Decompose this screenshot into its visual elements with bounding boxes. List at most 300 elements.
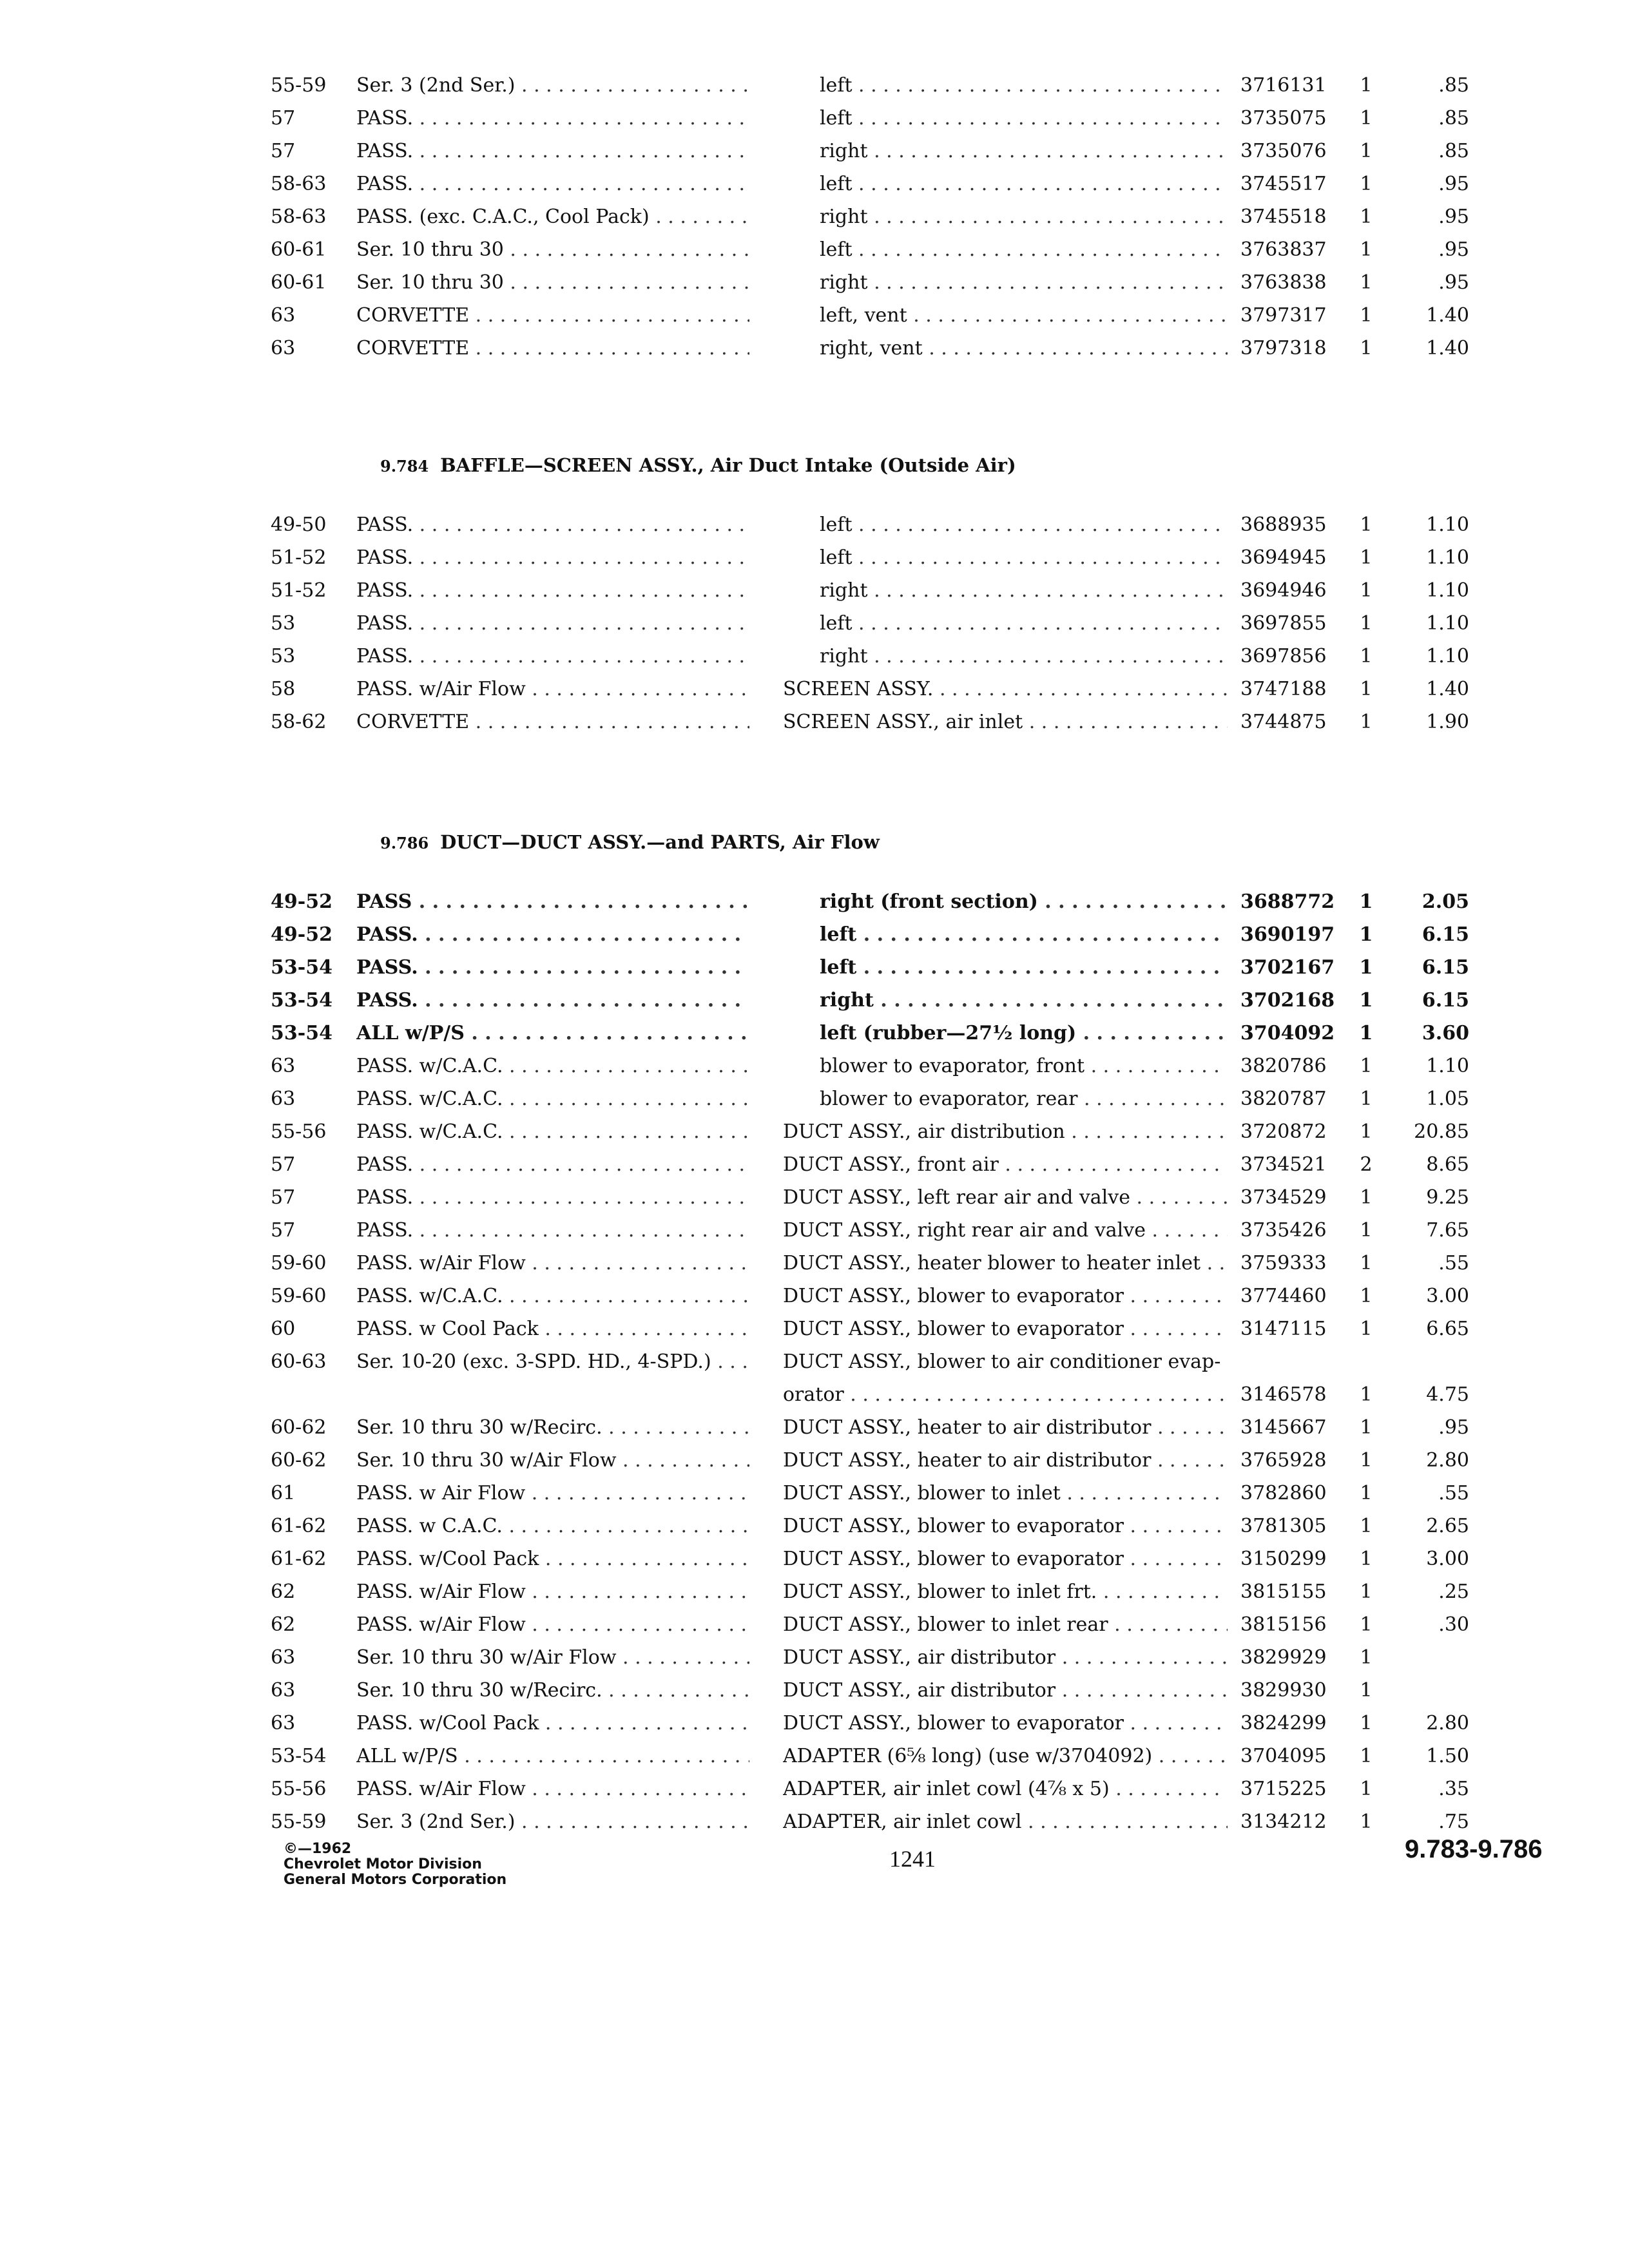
part-number-cell: 3774460 <box>1240 1285 1327 1307</box>
section-number: 9.786 <box>380 834 429 852</box>
quantity-cell: 1 <box>1359 956 1373 979</box>
model-cell: PASS. w/Cool Pack . . . <box>356 1707 749 1740</box>
description-cell: right (front section) . . . <box>820 886 1228 918</box>
year-cell: 57 <box>271 140 296 162</box>
model-cell: PASS. . . . <box>356 608 749 640</box>
quantity-cell: 1 <box>1360 206 1373 228</box>
part-number-cell: 3824299 <box>1240 1712 1327 1735</box>
description-cell: left, vent . . . <box>820 300 1228 332</box>
model-cell: PASS. . . . <box>356 168 749 200</box>
price-cell: 3.00 <box>1426 1548 1469 1570</box>
description-cell: DUCT ASSY., heater to air distributor . . . <box>783 1412 1228 1444</box>
quantity-cell: 1 <box>1360 1482 1373 1504</box>
price-cell: 8.65 <box>1426 1153 1469 1176</box>
quantity-cell: 1 <box>1360 579 1373 602</box>
division-text: Chevrolet Motor Division <box>284 1856 482 1872</box>
year-cell: 61-62 <box>271 1548 327 1570</box>
description-cell: left . . . <box>820 102 1228 135</box>
part-number-cell: 3694946 <box>1240 579 1327 602</box>
parts-row <box>0 1576 1629 1608</box>
parts-row <box>0 575 1629 607</box>
part-number-cell: 3744875 <box>1240 711 1327 733</box>
description-cell: ADAPTER, air inlet cowl (4⅞ x 5) . . . <box>783 1773 1228 1805</box>
quantity-cell: 1 <box>1360 304 1373 327</box>
parts-row <box>0 886 1629 918</box>
price-cell: 7.65 <box>1426 1219 1469 1242</box>
model-cell: PASS. . . . <box>356 1215 749 1247</box>
description-cell: blower to evaporator, front . . . <box>820 1050 1228 1082</box>
quantity-cell: 1 <box>1359 890 1373 913</box>
part-number-cell: 3716131 <box>1240 74 1327 97</box>
parts-row <box>0 1379 1629 1411</box>
description-cell: DUCT ASSY., blower to inlet . . . <box>783 1477 1228 1510</box>
quantity-cell: 1 <box>1360 612 1373 635</box>
price-cell: .35 <box>1438 1778 1469 1800</box>
price-cell: 1.10 <box>1426 1055 1469 1077</box>
model-cell: Ser. 10 thru 30 . . . <box>356 234 749 266</box>
description-cell: DUCT ASSY., left rear air and valve . . . <box>783 1182 1228 1214</box>
year-cell: 60-61 <box>271 238 327 261</box>
parts-row <box>0 919 1629 951</box>
parts-row <box>0 1543 1629 1575</box>
part-number-cell: 3759333 <box>1240 1252 1327 1274</box>
model-cell: Ser. 10 thru 30 w/Recirc. . . . <box>356 1675 749 1707</box>
section-heading <box>380 454 1016 476</box>
description-cell: orator . . . <box>783 1379 1228 1411</box>
description-cell: DUCT ASSY., blower to evaporator . . . <box>783 1707 1228 1740</box>
year-cell: 51-52 <box>271 546 327 569</box>
parts-row <box>0 1280 1629 1312</box>
model-cell: PASS. w/C.A.C. . . . <box>356 1050 749 1082</box>
year-cell: 55-59 <box>271 74 327 97</box>
year-cell: 63 <box>271 1088 296 1110</box>
model-cell: PASS. . . . <box>356 509 749 541</box>
model-cell: PASS. w C.A.C. . . . <box>356 1510 749 1542</box>
year-cell: 53 <box>271 645 296 668</box>
part-number-cell: 3797318 <box>1240 337 1327 360</box>
description-cell: left . . . <box>820 509 1228 541</box>
price-cell: .95 <box>1438 206 1469 228</box>
year-cell: 49-52 <box>271 890 333 913</box>
year-cell: 57 <box>271 1153 296 1176</box>
model-cell: PASS. w Air Flow . . . <box>356 1477 749 1510</box>
year-cell: 53 <box>271 612 296 635</box>
quantity-cell: 1 <box>1360 107 1373 130</box>
parts-row <box>0 1740 1629 1773</box>
year-cell: 53-54 <box>271 956 333 979</box>
quantity-cell: 1 <box>1360 1745 1373 1767</box>
model-cell: PASS. . . . <box>356 919 749 951</box>
parts-row <box>0 1642 1629 1674</box>
year-cell: 60-62 <box>271 1416 327 1439</box>
model-cell: Ser. 10 thru 30 w/Air Flow . . . <box>356 1445 749 1477</box>
part-number-cell: 3145667 <box>1240 1416 1327 1439</box>
model-cell: PASS. w/Air Flow . . . <box>356 1247 749 1280</box>
quantity-cell: 1 <box>1360 1186 1373 1209</box>
part-number-cell: 3782860 <box>1240 1482 1327 1504</box>
year-cell: 55-56 <box>271 1778 327 1800</box>
part-number-cell: 3747188 <box>1240 678 1327 700</box>
description-cell: SCREEN ASSY., air inlet . . . <box>783 706 1228 738</box>
parts-row <box>0 1773 1629 1805</box>
quantity-cell: 1 <box>1360 1548 1373 1570</box>
part-number-cell: 3820786 <box>1240 1055 1327 1077</box>
quantity-cell: 1 <box>1360 173 1373 195</box>
model-cell: ALL w/P/S . . . <box>356 1017 749 1050</box>
parts-row <box>0 509 1629 541</box>
parts-row <box>0 1017 1629 1050</box>
model-cell: CORVETTE . . . <box>356 300 749 332</box>
model-cell: PASS. . . . <box>356 952 749 984</box>
part-number-cell: 3765928 <box>1240 1449 1327 1472</box>
quantity-cell: 1 <box>1360 1285 1373 1307</box>
part-number-cell: 3720872 <box>1240 1120 1327 1143</box>
part-number-cell: 3734521 <box>1240 1153 1327 1176</box>
price-cell: 6.65 <box>1426 1318 1469 1340</box>
description-cell: right . . . <box>820 575 1228 607</box>
price-cell: 1.10 <box>1426 612 1469 635</box>
model-cell: CORVETTE . . . <box>356 332 749 365</box>
price-cell: .55 <box>1438 1482 1469 1504</box>
parts-row <box>0 1707 1629 1740</box>
year-cell: 53-54 <box>271 989 333 1012</box>
quantity-cell: 1 <box>1360 1383 1373 1406</box>
year-cell: 63 <box>271 1646 296 1669</box>
part-number-cell: 3734529 <box>1240 1186 1327 1209</box>
model-cell: PASS. . . . <box>356 135 749 168</box>
description-cell: DUCT ASSY., blower to inlet rear . . . <box>783 1609 1228 1641</box>
price-cell: 2.80 <box>1426 1712 1469 1735</box>
part-number-cell: 3820787 <box>1240 1088 1327 1110</box>
page-range: 9.783-9.786 <box>1405 1835 1543 1863</box>
year-cell: 57 <box>271 1219 296 1242</box>
price-cell: 1.05 <box>1426 1088 1469 1110</box>
year-cell: 63 <box>271 1712 296 1735</box>
model-cell: PASS. . . . <box>356 1149 749 1181</box>
part-number-cell: 3697855 <box>1240 612 1327 635</box>
description-cell: left . . . <box>820 70 1228 102</box>
quantity-cell: 1 <box>1360 238 1373 261</box>
description-cell: right . . . <box>820 985 1228 1017</box>
model-cell: PASS. w/Air Flow . . . <box>356 1609 749 1641</box>
parts-row <box>0 608 1629 640</box>
quantity-cell: 1 <box>1360 1449 1373 1472</box>
quantity-cell: 1 <box>1360 1613 1373 1636</box>
parts-row <box>0 135 1629 168</box>
price-cell: 3.60 <box>1422 1022 1469 1044</box>
year-cell: 60-63 <box>271 1350 327 1373</box>
price-cell: .95 <box>1438 1416 1469 1439</box>
price-cell: 1.90 <box>1426 711 1469 733</box>
part-number-cell: 3150299 <box>1240 1548 1327 1570</box>
price-cell: 1.10 <box>1426 514 1469 536</box>
part-number-cell: 3146578 <box>1240 1383 1327 1406</box>
parts-row <box>0 168 1629 200</box>
description-cell: DUCT ASSY., blower to evaporator . . . <box>783 1280 1228 1312</box>
description-cell: DUCT ASSY., air distribution . . . <box>783 1116 1228 1148</box>
quantity-cell: 1 <box>1360 271 1373 294</box>
price-cell: 2.65 <box>1426 1515 1469 1537</box>
quantity-cell: 1 <box>1360 1515 1373 1537</box>
description-cell: DUCT ASSY., blower to evaporator . . . <box>783 1313 1228 1345</box>
price-cell: .25 <box>1438 1581 1469 1603</box>
description-cell: right . . . <box>820 201 1228 233</box>
description-cell: left . . . <box>820 542 1228 574</box>
part-number-cell: 3735075 <box>1240 107 1327 130</box>
year-cell: 51-52 <box>271 579 327 602</box>
part-number-cell: 3763838 <box>1240 271 1327 294</box>
section-heading <box>380 831 880 853</box>
description-cell: DUCT ASSY., blower to inlet frt. . . . <box>783 1576 1228 1608</box>
year-cell: 58 <box>271 678 296 700</box>
part-number-cell: 3688935 <box>1240 514 1327 536</box>
section-number: 9.784 <box>380 457 429 476</box>
section-title: DUCT—DUCT ASSY.—and PARTS, Air Flow <box>440 831 880 853</box>
part-number-cell: 3715225 <box>1240 1778 1327 1800</box>
part-number-cell: 3702168 <box>1240 989 1335 1012</box>
quantity-cell: 1 <box>1360 1712 1373 1735</box>
parts-row <box>0 300 1629 332</box>
model-cell: ALL w/P/S . . . <box>356 1740 749 1773</box>
price-cell: 20.85 <box>1414 1120 1469 1143</box>
parts-row <box>0 1182 1629 1214</box>
model-cell: Ser. 10 thru 30 w/Air Flow . . . <box>356 1642 749 1674</box>
page-number: 1241 <box>889 1846 936 1872</box>
description-cell: left . . . <box>820 608 1228 640</box>
year-cell: 59-60 <box>271 1252 327 1274</box>
parts-row <box>0 542 1629 574</box>
year-cell: 55-56 <box>271 1120 327 1143</box>
quantity-cell: 1 <box>1360 337 1373 360</box>
description-cell: DUCT ASSY., air distributor . . . <box>783 1642 1228 1674</box>
year-cell: 58-63 <box>271 206 327 228</box>
part-number-cell: 3745517 <box>1240 173 1327 195</box>
parts-row <box>0 1116 1629 1148</box>
parts-row <box>0 1050 1629 1082</box>
part-number-cell: 3134212 <box>1240 1811 1327 1833</box>
quantity-cell: 1 <box>1360 1581 1373 1603</box>
price-cell: 6.15 <box>1422 956 1469 979</box>
price-cell: 1.10 <box>1426 546 1469 569</box>
price-cell: 1.10 <box>1426 579 1469 602</box>
model-cell: PASS. . . . <box>356 102 749 135</box>
price-cell: .85 <box>1438 140 1469 162</box>
part-number-cell: 3147115 <box>1240 1318 1327 1340</box>
part-number-cell: 3829929 <box>1240 1646 1327 1669</box>
year-cell: 63 <box>271 304 296 327</box>
price-cell: 2.05 <box>1422 890 1469 913</box>
parts-row <box>0 1215 1629 1247</box>
quantity-cell: 1 <box>1360 1679 1373 1702</box>
description-cell: right . . . <box>820 267 1228 299</box>
model-cell: PASS. w/Air Flow . . . <box>356 1576 749 1608</box>
model-cell: PASS. w/Cool Pack . . . <box>356 1543 749 1575</box>
part-number-cell: 3702167 <box>1240 956 1335 979</box>
quantity-cell: 1 <box>1360 1778 1373 1800</box>
quantity-cell: 1 <box>1360 678 1373 700</box>
year-cell: 58-62 <box>271 711 327 733</box>
model-cell: PASS. (exc. C.A.C., Cool Pack) . . . <box>356 201 749 233</box>
parts-row <box>0 267 1629 299</box>
description-cell: right . . . <box>820 135 1228 168</box>
section-title: BAFFLE—SCREEN ASSY., Air Duct Intake (Outside Air) <box>440 454 1016 476</box>
quantity-cell: 1 <box>1360 1252 1373 1274</box>
year-cell: 60 <box>271 1318 296 1340</box>
parts-row <box>0 1247 1629 1280</box>
model-cell: PASS. w/C.A.C. . . . <box>356 1280 749 1312</box>
parts-row <box>0 1412 1629 1444</box>
part-number-cell: 3704092 <box>1240 1022 1335 1044</box>
price-cell: .85 <box>1438 107 1469 130</box>
model-cell: PASS. w/Air Flow . . . <box>356 673 749 706</box>
description-cell: DUCT ASSY., front air . . . <box>783 1149 1228 1181</box>
description-cell: DUCT ASSY., right rear air and valve . . . <box>783 1215 1228 1247</box>
part-number-cell: 3694945 <box>1240 546 1327 569</box>
year-cell: 61 <box>271 1482 296 1504</box>
quantity-cell: 1 <box>1360 1219 1373 1242</box>
year-cell: 61-62 <box>271 1515 327 1537</box>
description-cell: DUCT ASSY., blower to evaporator . . . <box>783 1510 1228 1542</box>
description-cell: ADAPTER, air inlet cowl . . . <box>783 1806 1228 1838</box>
model-cell: Ser. 10 thru 30 w/Recirc. . . . <box>356 1412 749 1444</box>
part-number-cell: 3797317 <box>1240 304 1327 327</box>
parts-row <box>0 332 1629 365</box>
quantity-cell: 1 <box>1360 1055 1373 1077</box>
year-cell: 62 <box>271 1581 296 1603</box>
part-number-cell: 3815155 <box>1240 1581 1327 1603</box>
footer-copyright-block <box>284 1841 506 1888</box>
description-cell: DUCT ASSY., blower to evaporator . . . <box>783 1543 1228 1575</box>
quantity-cell: 1 <box>1360 1416 1373 1439</box>
model-cell: PASS. w/Air Flow . . . <box>356 1773 749 1805</box>
year-cell: 63 <box>271 1679 296 1702</box>
quantity-cell: 1 <box>1360 1646 1373 1669</box>
description-cell: left . . . <box>820 952 1228 984</box>
parts-row <box>0 706 1629 738</box>
price-cell: .85 <box>1438 74 1469 97</box>
price-cell: 1.10 <box>1426 645 1469 668</box>
year-cell: 63 <box>271 337 296 360</box>
quantity-cell: 1 <box>1359 1022 1373 1044</box>
part-number-cell: 3704095 <box>1240 1745 1327 1767</box>
part-number-cell: 3688772 <box>1240 890 1335 913</box>
description-cell: DUCT ASSY., air distributor . . . <box>783 1675 1228 1707</box>
description-cell: left . . . <box>820 168 1228 200</box>
part-number-cell: 3735426 <box>1240 1219 1327 1242</box>
year-cell: 62 <box>271 1613 296 1636</box>
quantity-cell: 1 <box>1360 514 1373 536</box>
description-cell: DUCT ASSY., heater blower to heater inlet . . . <box>783 1247 1228 1280</box>
model-cell: PASS. . . . <box>356 542 749 574</box>
model-cell: PASS. . . . <box>356 640 749 673</box>
price-cell: 3.00 <box>1426 1285 1469 1307</box>
year-cell: 60-61 <box>271 271 327 294</box>
model-cell: Ser. 10-20 (exc. 3-SPD. HD., 4-SPD.) . . . <box>356 1346 749 1378</box>
parts-row <box>0 1806 1629 1838</box>
price-cell: .75 <box>1438 1811 1469 1833</box>
quantity-cell: 1 <box>1360 1120 1373 1143</box>
parts-row <box>0 985 1629 1017</box>
year-cell: 49-50 <box>271 514 327 536</box>
description-cell: left (rubber—27½ long) . . . <box>820 1017 1228 1050</box>
quantity-cell: 1 <box>1360 546 1373 569</box>
part-number-cell: 3690197 <box>1240 923 1335 946</box>
price-cell: .95 <box>1438 238 1469 261</box>
quantity-cell: 1 <box>1360 711 1373 733</box>
parts-row <box>0 1609 1629 1641</box>
quantity-cell: 1 <box>1359 923 1373 946</box>
model-cell: PASS. . . . <box>356 575 749 607</box>
corporation-text: General Motors Corporation <box>284 1872 507 1888</box>
parts-row <box>0 1445 1629 1477</box>
part-number-cell: 3815156 <box>1240 1613 1327 1636</box>
parts-row <box>0 1149 1629 1181</box>
description-cell: DUCT ASSY., blower to air conditioner evap- <box>783 1350 1221 1373</box>
quantity-cell: 1 <box>1360 1811 1373 1833</box>
model-cell: PASS. w/C.A.C. . . . <box>356 1083 749 1115</box>
parts-row <box>0 1675 1629 1707</box>
part-number-cell: 3697856 <box>1240 645 1327 668</box>
part-number-cell: 3735076 <box>1240 140 1327 162</box>
year-cell: 60-62 <box>271 1449 327 1472</box>
parts-row <box>0 952 1629 984</box>
description-cell: right . . . <box>820 640 1228 673</box>
parts-row <box>0 673 1629 706</box>
price-cell: .30 <box>1438 1613 1469 1636</box>
price-cell: 1.40 <box>1426 337 1469 360</box>
description-cell: ADAPTER (6⅝ long) (use w/3704092) . . . <box>783 1740 1228 1773</box>
model-cell: PASS . . . <box>356 886 749 918</box>
year-cell: 57 <box>271 107 296 130</box>
model-cell: PASS. w/C.A.C. . . . <box>356 1116 749 1148</box>
part-number-cell: 3763837 <box>1240 238 1327 261</box>
price-cell: 1.40 <box>1426 678 1469 700</box>
quantity-cell: 2 <box>1360 1153 1373 1176</box>
model-cell: CORVETTE . . . <box>356 706 749 738</box>
parts-row <box>0 1477 1629 1510</box>
year-cell: 55-59 <box>271 1811 327 1833</box>
year-cell: 57 <box>271 1186 296 1209</box>
price-cell: 1.40 <box>1426 304 1469 327</box>
description-cell: DUCT ASSY., heater to air distributor . . . <box>783 1445 1228 1477</box>
year-cell: 63 <box>271 1055 296 1077</box>
model-cell: PASS. . . . <box>356 985 749 1017</box>
parts-row <box>0 201 1629 233</box>
price-cell: 6.15 <box>1422 923 1469 946</box>
year-cell: 59-60 <box>271 1285 327 1307</box>
description-cell: right, vent . . . <box>820 332 1228 365</box>
part-number-cell: 3829930 <box>1240 1679 1327 1702</box>
price-cell: 6.15 <box>1422 989 1469 1012</box>
parts-row <box>0 70 1629 102</box>
parts-row <box>0 1313 1629 1345</box>
price-cell: 1.50 <box>1426 1745 1469 1767</box>
quantity-cell: 1 <box>1359 989 1373 1012</box>
price-cell: .55 <box>1438 1252 1469 1274</box>
price-cell: 9.25 <box>1426 1186 1469 1209</box>
quantity-cell: 1 <box>1360 74 1373 97</box>
price-cell: 2.80 <box>1426 1449 1469 1472</box>
parts-row <box>0 1510 1629 1542</box>
price-cell: .95 <box>1438 271 1469 294</box>
quantity-cell: 1 <box>1360 1318 1373 1340</box>
model-cell: PASS. w Cool Pack . . . <box>356 1313 749 1345</box>
model-cell: Ser. 3 (2nd Ser.) . . . <box>356 70 749 102</box>
description-cell: blower to evaporator, rear . . . <box>820 1083 1228 1115</box>
description-cell: left . . . <box>820 919 1228 951</box>
part-number-cell: 3745518 <box>1240 206 1327 228</box>
price-cell: .95 <box>1438 173 1469 195</box>
